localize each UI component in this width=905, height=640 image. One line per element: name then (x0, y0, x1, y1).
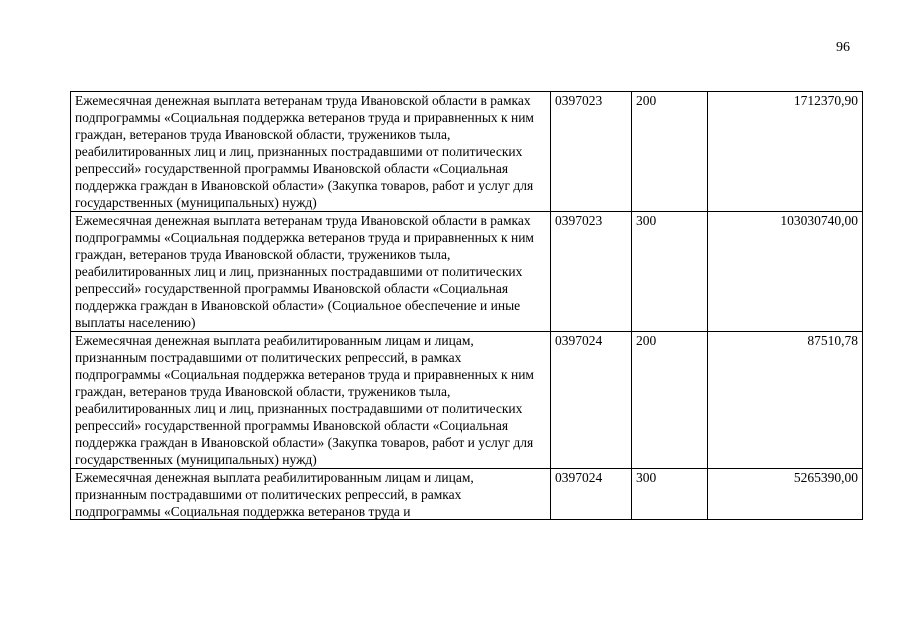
table-row (71, 92, 863, 212)
row-expense-type: 200 (632, 92, 708, 212)
row-expense-type: 300 (632, 469, 708, 520)
row-amount: 1712370,90 (708, 92, 863, 212)
row-expense-type: 300 (632, 212, 708, 332)
table-row (71, 332, 863, 469)
row-expense-type: 200 (632, 332, 708, 469)
row-description: Ежемесячная денежная выплата реабилитированным лицам и лицам, признанным пострадавшими от политических репрессий, в рамках подпрограммы «Социальная поддержка ветеранов труда и приравненных к ним граждан, ветеранов труда Ивановской области, тружеников тыла, реабилитированных лиц и лиц, признанных пострадавшими от политических репрессий» государственной программы Ивановской области «Социальная поддержка граждан в Ивановской области» (Закупка товаров, работ и услуг для государственных (муниципальных) нужд) (71, 332, 551, 469)
row-description-text: Ежемесячная денежная выплата реабилитированным лицам и лицам, признанным пострадавшими от политических репрессий, в рамках подпрограммы «Социальная поддержка ветеранов труда и (75, 470, 474, 519)
row-target-code: 0397024 (551, 469, 632, 520)
table-row (71, 469, 863, 520)
row-description: Ежемесячная денежная выплата ветеранам труда Ивановской области в рамках подпрограммы «Социальная поддержка ветеранов труда и приравненных к ним граждан, ветеранов труда Ивановской области, тружеников тыла, реабилитированных лиц и лиц, признанных пострадавшими от политических репрессий» государственной программы Ивановской области «Социальная поддержка граждан в Ивановской области» (Закупка товаров, работ и услуг для государственных (муниципальных) нужд) (71, 92, 551, 212)
row-description (71, 469, 551, 520)
table-row (71, 212, 863, 332)
budget-table (70, 91, 863, 520)
row-amount: 87510,78 (708, 332, 863, 469)
row-target-code: 0397024 (551, 332, 632, 469)
row-description: Ежемесячная денежная выплата ветеранам труда Ивановской области в рамках подпрограммы «Социальная поддержка ветеранов труда и приравненных к ним граждан, ветеранов труда Ивановской области, тружеников тыла, реабилитированных лиц и лиц, признанных пострадавшими от политических репрессий» государственной программы Ивановской области «Социальная поддержка граждан в Ивановской области» (Социальное обеспечение и иные выплаты населению) (71, 212, 551, 332)
row-target-code: 0397023 (551, 92, 632, 212)
row-target-code: 0397023 (551, 212, 632, 332)
row-amount: 5265390,00 (708, 469, 863, 520)
row-amount: 103030740,00 (708, 212, 863, 332)
page-number: 96 (836, 40, 850, 55)
